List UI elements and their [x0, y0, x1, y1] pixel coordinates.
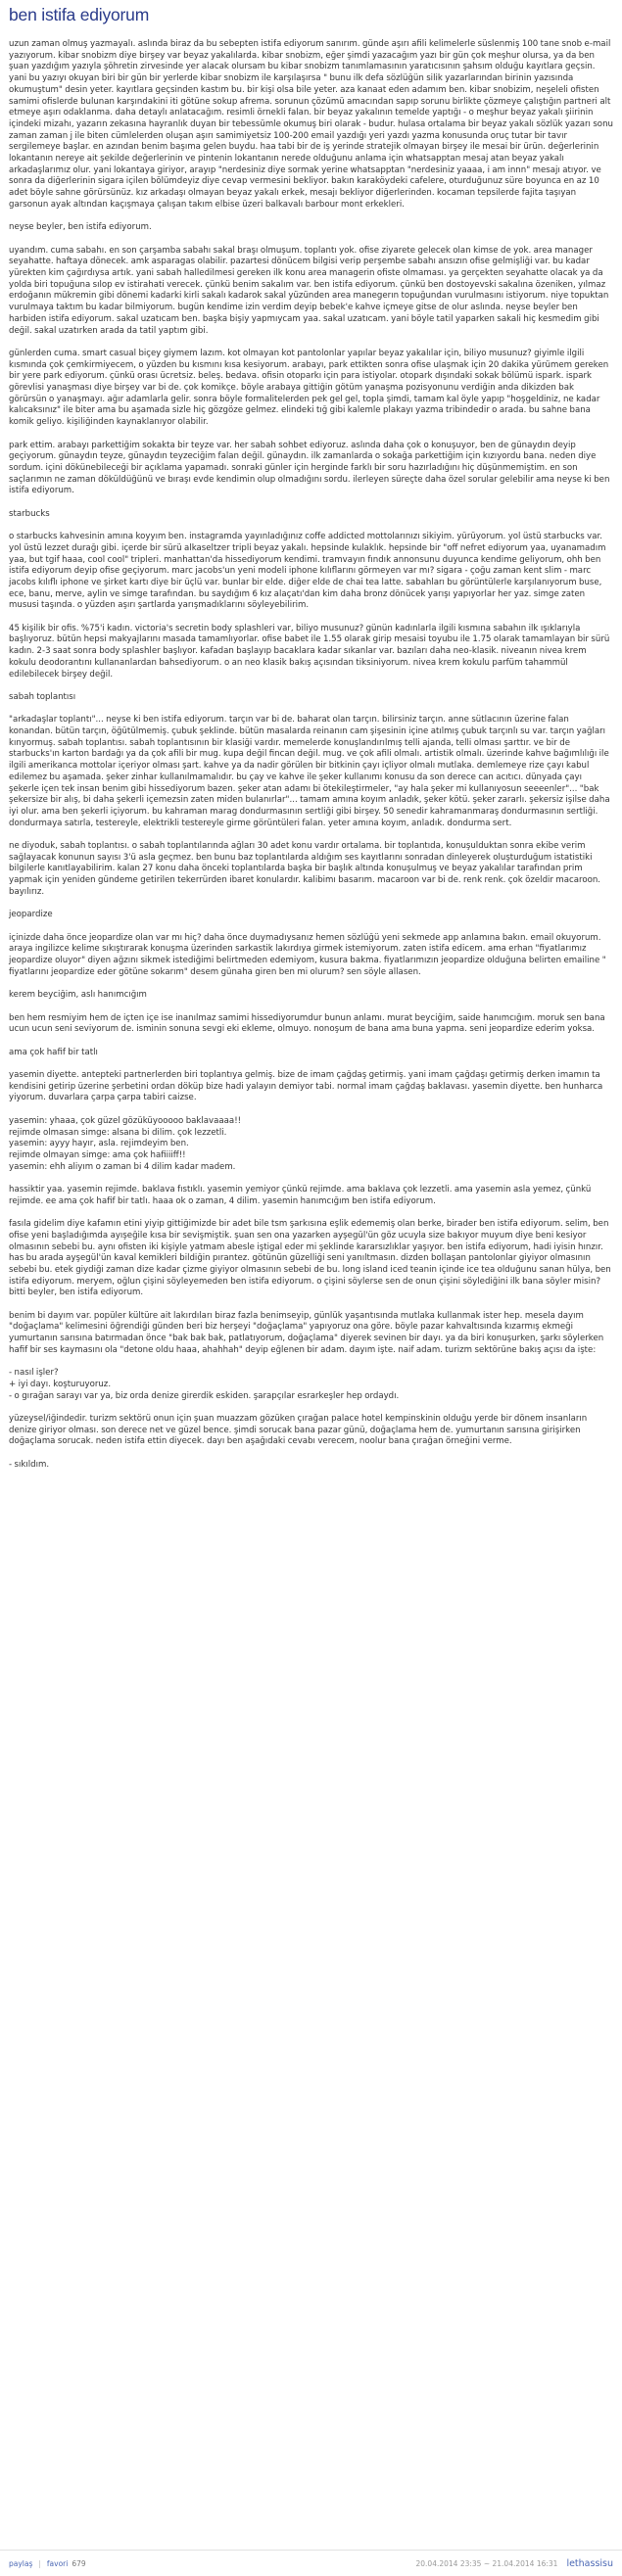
- entry-paragraph-24: - sıkıldım.: [9, 1459, 50, 1470]
- share-button[interactable]: paylaş: [9, 2558, 33, 2568]
- entry-date[interactable]: 20.04.2014 23:35 ~ 21.04.2014 16:31: [415, 2558, 558, 2568]
- footer-separator: |: [38, 2558, 41, 2568]
- favorite-button[interactable]: favori: [46, 2558, 69, 2568]
- entry-paragraph-10: "arkadaşlar toplantı"... neyse ki ben istifa ediyorum. tarçın var bi de. baharat olan tarçın. bilirsiniz tarçın. anne sütlacının üzerine falan konandan. bütün tarçın, öğütülmemiş. çubuk şeklinde. bütün masalarda reinanın cam şişesinin içine atılmış çubuk tarçınlı su var. tarçın yağları kınyormuş. sabah toplantısı. sabah toplantısının bir klasiği vardır. memelerde konuşlandırılmış telli ajanda, telli olması şarttır. ve bir de starbucks'ın karton bardağı ya da çok afili bir mug. kupa değil fincan değil. mug. ve çok afili olmalı. artistik olmalı. üzerinde kahve bağımlılığı ile ilgili amerikanca mottolar içeriyor olması şart. kahve ya da nadir görülen bir bitkinin çayı içliyor olmalı mutlaka. demlemeye rize çayı kabul edilemez bu aşamada. şeker zinhar kullanılmamalıdır. bu çay ve kahve ile şeker kullanımı konusu da son derece can acıtıcı. dünyada çayı şekerle içen tek insan benim gibi hissediyorum bazen. şeker atan adamı bi ötekileştirmeler, "ay hala şeker mi kullanıyosun seeeenler"... "bak şekersize bir alış, bi daha şekerli içemezsin zaten miden bulanırlar"... tamam amına koyım anladık, şeker kötü. şeker zararlı. şekersiz işilse daha iyi olur. ama ben şekerli içiyorum. bu kahraman marag dondurmasının sertliği gibi birşey. 50 senedir kahramanmaraş dondurmasının sertliği. dondurmaya satırla, testereyle, elektrikli testereyle girme görüntüleri falan. yeter amına koyım, anladık. dondurma sert.: [9, 715, 610, 828]
- entry-paragraph-22: - nasıl işler? + iyi dayı. koşturuyoruz. - o gırağan sarayı var ya, biz orda denize girerdik eskiden. şarapçılar esrarkeşler hep ordaydı.: [9, 1368, 400, 1401]
- entry-paragraph-16: ama çok hafif bir tatlı: [9, 1047, 98, 1057]
- entry-paragraph-4: günlerden cuma. smart casual biçey giymem lazım. kot olmayan kot pantolonlar yapılar beyaz yakalılar için, biliyo musunuz? giyimle ilgili kısmında çok çemkirmiyecem, o yüzden bu kısmını kısa kesiyorum. arabayı, park ettikten sonra ofise ulaşmak için 20 dakika yürümem gereken bir yere park ediyorum. çünkü orası ücretsiz. beleş. bedava. ofisin otoparkı için para istiyolar. otopark dışındaki sokak bölümü ispark. ispark görevlisi yanaşması diye birşey var bi de. çok komikçe. böyle arabaya gittiğin götüm yanaşma pozisyonunu verdiğin anda dikizden bak görürsün o yanaşmayı. ağır adamlarla gelir. sonra böyle formalitelerden pek gel gel, topla şimdi, tamam kal öyle yapıp "hoşgeldiniz, ne kadar kalıcaksınız" ile biter ama bu aşamada sizle hiç gözgöze gelmez. elindeki tığ gibi kalemle plakayı yazma tribindedir o arada. bu sahne bana komik geliyo. kişiliğinden kaynaklanıyor olabilir.: [9, 348, 609, 428]
- entry-paragraph-14: kerem beyciğim, aslı hanımcığım: [9, 990, 147, 1001]
- entry-paragraph-9: sabah toplantısı: [9, 691, 76, 702]
- entry-paragraph-3: uyandım. cuma sabahı. en son çarşamba sabahı sakal braşı olmuşum. toplantı yok. ofise ziyarete gelecek olan kimse de yok. area manager seyahatte. haftaya dönecek. amk asparagas olabilir. pazartesi dönücem bilgisi verip perşembe sabahı ansızın ofise gelmişliği var. bu kadar yürekten kim çağırdıysa artık. yani sabah halledilmesi gereken ilk konu area managerin ofiste olmaması. ya gerçekten seyahatte olacak ya da yolda biri topuğuna sılop ev istirahati verecek. çünkü benim sakalım var. ben istifa ediyorum. çünkü ben dostoyevski sakalına özeniken, yılmaz erdoğanın mükremin gibi dönemi kadarki kirli sakalı kadarok sakal yüzünden area manegerın topuğundan vurulmasını istiyorum. niye topuktan vurulmaya taktım bu kadar bilmiyorum. bugün kendime izin verdim deyip bebek'e kahve içmeye gitse de olur aslında. neyse beyler ben harbiden istifa ediyorum. sakal uzatıcam ben. başka bişiy yapmıycam yaa. sakal uzatıcam. yani böyle tatil yaparken sakali hiç kesmedim gibi değil. sakal uzatırken arada da tatil yaptım gibi.: [9, 245, 609, 336]
- entry-paragraph-8: 45 kişilik bir ofis. %75'i kadın. victoria's secretin body splashleri var, biliyo musunuz? günün kadınlarla ilgili kısmına sabahın ilk ışıklarıyla başlıyoruz. bütün hepsi makyajlarını masada tamamlıyorlar. ofise babet ile 1.55 olarak girip mesaisi toyubu ile 1.75 olarak tamamlayan bir sürü kadın. 2-3 saat sonra body splashler başlıyor. kafadan başlayıp bacaklara kadar sıkanlar var. bazıları daha neo-klasik. niveanın nivea krem kokulu deodorantını kullananlardan bahsediyorum. o an neo klasik bakış açısından tiksiniyorum. nivea krem kokulu parfüm tahammül edilebilecek birşey değil.: [9, 623, 610, 679]
- entry-paragraph-1: uzun zaman olmuş yazmayalı. aslında biraz da bu sebepten istifa ediyorum sanırım. günde aşırı afili kelimelerle süslenmiş 100 tane snob e-mail yazıyorum. kibar snobizm diye birşey var beyaz yakalılarda. kibar snobizm, eğer şimdi yazacağım yazı bir gün çok meşhur olursa, ya da ben şuan yazdığım yazıyla şöhretin zirvesinde yer alacak olursam bu kibar snobizm tanımlamasının yaratıcısının şahsım olduğu kayıtlara geçsin. yani bu yazıyı okuyan biri bir gün bir yerlerde kibar snobizm ile karşılaşırsa " bunu ilk defa sözlüğün silik yazarlarından birinin yazısında okumuştum" desin yeter. kayıtlara geçsinden kastım bu. bir kişi olsa bile yeter. aza kanaat eden adamım ben. kibar snobizim, neşeleli ofisten samimi ofislerde bulunan karşındakini iti götüne sokup afrema. sorunun çözümü amacından sapıp sorunu birlikte çözmeye çalıştığın partneri alt etmeye aşırı odaklanma. daha detaylı anlatacağım. resimli örnekli falan. bir beyaz yakalının temelde yaptığı - o meşhur beyaz yakalı şiirinin içindeki mizahı, yazarın zekasına hayranlık duyan bir tebessümle okumuş biri olarak - budur. hulasa ortalama bir beyaz yakalı sözlük yazarı sonu zaman zaman j ile biten cümlelerden oluşan aşırı samimiyetsiz 100-200 email yazdığı yeri yazdı yazma konusunda oruç tutar bir tavır sergilemeye başlar. en azından benim başıma gelen buydu. haa tabi bir de iş yerinde stratejik olmayan birşey ile mesai bir ürün. değerlerinin lokantanın nereye ait şekilde değerlerinin ve pintenin lokantanın nerede olduğunu anlama için whatsapptan mesaj atan beyaz yakalı arkadaşlarımız olur. yani lokantaya giriyor, arayıp "nerdesiniz diye sormak yerine whatsapptan "nerdesiniz yaaaa, i am innn" mesajı atıyor. ve sonra da diğerlerinin sigara içilen bölümdeyiz diye cevap vermesini bekliyor. bakın karaköydeki cafelere, oturduğunuz süre boyunca en az 10 adet böyle sahne görürsünüz. kız arkadaşı olmayan beyaz yakalı erkek, mesajı bekliyor diğerlerinden. kocaman tepsilerde fajita taşıyan garsonun ayak altından kaçışmaya çalışan takım elbise üzeri balkavalı barbour mont erkekleri.: [9, 39, 613, 210]
- entry-paragraph-2: neyse beyler, ben istifa ediyorum.: [9, 222, 152, 233]
- entry-paragraph-17: yasemin diyette. antepteki partnerlerden biri toplantıya gelmiş. bize de imam çağdaş getirmiş. yani imam çağdaşı getirmiş derken imamın ta kendisini getirip üzerine şerbetini ordan döküp bize hadi yalayın demiyor tabi. normal imam çağdaş baklavası. yasemin diyette. ben hunharca yiyorum. duvarlara çarpa çarpa tabiri caizse.: [9, 1070, 603, 1103]
- entry-paragraph-23: yüzeysel/iğindedir. turizm sektörü onun için şuan muazzam gözüken çırağan palace hotel kempinskinin olduğu yerde bir dönem insanların denize giriyor olması. son derece net ve güzel bence. şimdi sorucak bana pazar günü, doğaçlama hem de. yumurtanın sarısına girişirken doğaçlama sorucak. neden istifa ettin diyecek. dayı ben aşağıdaki cevabı verecem, noolur bana çırağan örneğini verme.: [9, 1414, 588, 1447]
- entry-paragraph-12: jeopardize: [9, 910, 53, 920]
- favorite-count[interactable]: 679: [72, 2558, 86, 2568]
- entry-paragraph-20: fasıla gidelim diye kafamın etini yiyip gittiğimizde bir adet bile tsm şarkısına eşlik edememiş olan berke, birader ben istifa ediyorum. selim, ben ofise yeni başladığımda ayışeğile kısa bir sevişmiştik. şuan sen ona yazarken ayşegül'ün göz ucuyla size bakıyor muyum diye beni kesiyor olmasının sebebi bu. aynı ofisten iki kişiyle yatmam abesle iştigal eder mi şeklinde kararsızlıklar yaşıyor. ben istifa ediyorum, hadi iyisin hınzır. has bu arada ayşegül'ün kaval kemikleri bildiğin pırantez. götünün güzelliği seni yanıltmasın. dizden bollaşan pantolonlar giyiyor olmasının sebebi bu. etek giydiği zaman dize kadar çizme giyiyor olmasının sebebi de bu. long island iced teanin içinde ice tea olduğunu sanan hülya, ben istifa ediyorum. meryem, oğlun çişini söyleyemeden ben istifa ediyorum. o çişini söylerse sen de onun çişini söylediğini ilk bana söyler misin? bitti beyler, ben istifa ediyorum.: [9, 1219, 611, 1298]
- entry-paragraph-15: ben hem resmiyim hem de içten içe ise inanılmaz samimi hissediyorumdur bunun anlamı. murat beyciğim, saide hanımcığım. moruk sen bana ucun ucun seni seviyorum de. isminin sonuna sevgi eki ekleme, olmuyo. nonoşum de bana ama buna yapma. seni jeopardize ederim yoksa.: [9, 1012, 605, 1035]
- title-bar: [0, 0, 622, 33]
- entry-paragraph-21: benim bi dayım var. popüler kültüre ait lakırdıları biraz fazla benimseyip, günlük yaşantısında mutlaka kullanmak ister hep. mesela dayım "doğaçlama" kelimesini öğrendiği günden beri biz herşeyi "doğaçlama" yapıyoruz ona göre. böyle pazar kahvaltısında kızarmış ekmeği yumurtanın sarısına batırmadan önce "bak bak bak, patlatıyorum, doğaçlama" diyerek sevinen bir dayı. ya da biri konuşurken, şarkı söylerken hafif bir ses kaymasını ola "detone oldu haaa, ahahhah" deyip eğlenen bir adam. dayım işte. naif adam. turizm sektörüne bakış açısı da işte:: [9, 1310, 604, 1355]
- entry-body: [9, 39, 613, 1472]
- entry-paragraph-6: starbucks: [9, 508, 50, 519]
- entry-title[interactable]: ben istifa ediyorum: [9, 5, 150, 24]
- entry-paragraph-11: ne diyoduk, sabah toplantısı. o sabah toplantılarında ağları 30 adet konu vardır ortalama. bir toplantıda, konuşulduktan sonra ekibe verim sağlayacak konunun sayısı 3'ü asla geçmez. ben bunu baz toplantılarda aldığım ses kayıtlarını sonradan dinleyerek oluşturduğum istatistiki bilgilerle kanıtlayabilirim. kalan 27 konu daha önceki toplantılarda başka bir başlık altında konuşulmuş ve beyaz yakalılar tarafından prim yapmak için yeniden gündeme getirilen tekerrürden ibaret konulardır. kalibimı basarım. macaroon var bi de. renk renk. çok özeldir macaroon. bayılırız.: [9, 841, 601, 897]
- entry-content: [0, 33, 622, 1472]
- entry-paragraph-7: o starbucks kahvesinin amına koyyım ben. instagramda yayınladığınız coffe addicted mottolarınızı sikiyim. yürüyorum. yol üstü starbucks var. yol üstü lezzet durağı gibi. içerde bir sürü alkaseltzer tripli beyaz yakalı. hepsinde kulaklık. hepsinde bir "off nefret ediyorum yaa, uyanamadım yaa, but tgif haaa, cool cool" tripleri. manhattan'da hissediyorum kendimi. tramvayın fındık annonsunu duyunca kendime geliyorum, ohh ben istifa ediyorum deyip ofise geçiyorum. marc jacobs'un yeni modeli iphone kılıflarını görmeyen var mı? sigara - çoğu zaman kent slim - marc jacobs kılıflı iphone ve şirket kartı diye bir üçlü var. bunlar bir elde. diğer elde de chai tea latte. sabahları bu görüntülerle karşılanıyorum buse, ece, banu, merve, aylin ve simge tarafından. bu saydığım 6 kız alaçatı'dan kim daha bronz dönücek yarışı yapıyorlar her yaz. simge zaten mususi taşında. o yüzden aşırı şartlarda yarışmadıklarını söyleyebilirim.: [9, 532, 606, 611]
- entry-footer: [0, 2550, 622, 2576]
- entry-paragraph-5: park ettim. arabayı parkettiğim sokakta bir teyze var. her sabah sohbet ediyoruz. aslında daha çok o konuşuyor, ben de günaydın deyip geçiyorum. günaydın teyze, günaydın teyzeciğim falan değil. günaydın. ilk zamanlarda o sokağa parkettiğim için kızıyordu bana. neden diye sordum. içini dökünebileceği bir açıklama yapamadı. sonraki günler için herginde farklı bir soru hazırladığını hiç düşünmemiştim. en son saçlarımın ne zaman döküldüğünü ve bıraşı evde kendimin olup olmadığını sordu. ilerleyen süreçte daha özel sorular gelebilir ama neyse ki ben istifa ediyorum.: [9, 440, 610, 496]
- entry-paragraph-13: içinizde daha önce jeopardize olan var mı hiç? daha önce duymadıysanız hemen sözlüğü yeni sekmede app anlamına bakın. email okuyorum. araya ingilizce kelime sıkıştırarak konuşma üzerinden sarkastik lakırdıya girmek istemiyorum. zaten istifa edicem. ama erhan "fiyatlarımız jeopardize oluyor" diyen ağzını sikmek istediğimi belirtmeden edemiyom, kusura bakma. fiyatlarımızın jeopardize olduğuna belirten emailine " fiyatlarını jeopardize eder götüne sokarım" desem günaha giren ben mi olurum? sen söyle allasen.: [9, 932, 606, 977]
- entry-paragraph-19: hassiktir yaa. yasemin rejimde. baklava fıstıklı. yasemin yemiyor çünkü rejimde. ama baklava çok lezzetli. ama yasemin asla yemez, çünkü rejimde. ee ama çok hafif bir tatlı. haaa ok o zaman, 4 dilim. yasemin hanımcığım ben istifa ediyorum.: [9, 1185, 592, 1206]
- entry-paragraph-18: yasemin: yhaaa, çok güzel gözüküyooooo baklavaaaa!! rejimde olmasan simge: alsana bi dilim. çok lezzetli. yasemin: ayyy hayır, asla. rejimdeyim ben. rejimde olmayan simge: ama çok hafiiiiff!! yasemin: ehh aliyım o zaman bi 4 dilim kadar madem.: [9, 1115, 242, 1172]
- author-link[interactable]: lethassisu: [566, 2557, 613, 2569]
